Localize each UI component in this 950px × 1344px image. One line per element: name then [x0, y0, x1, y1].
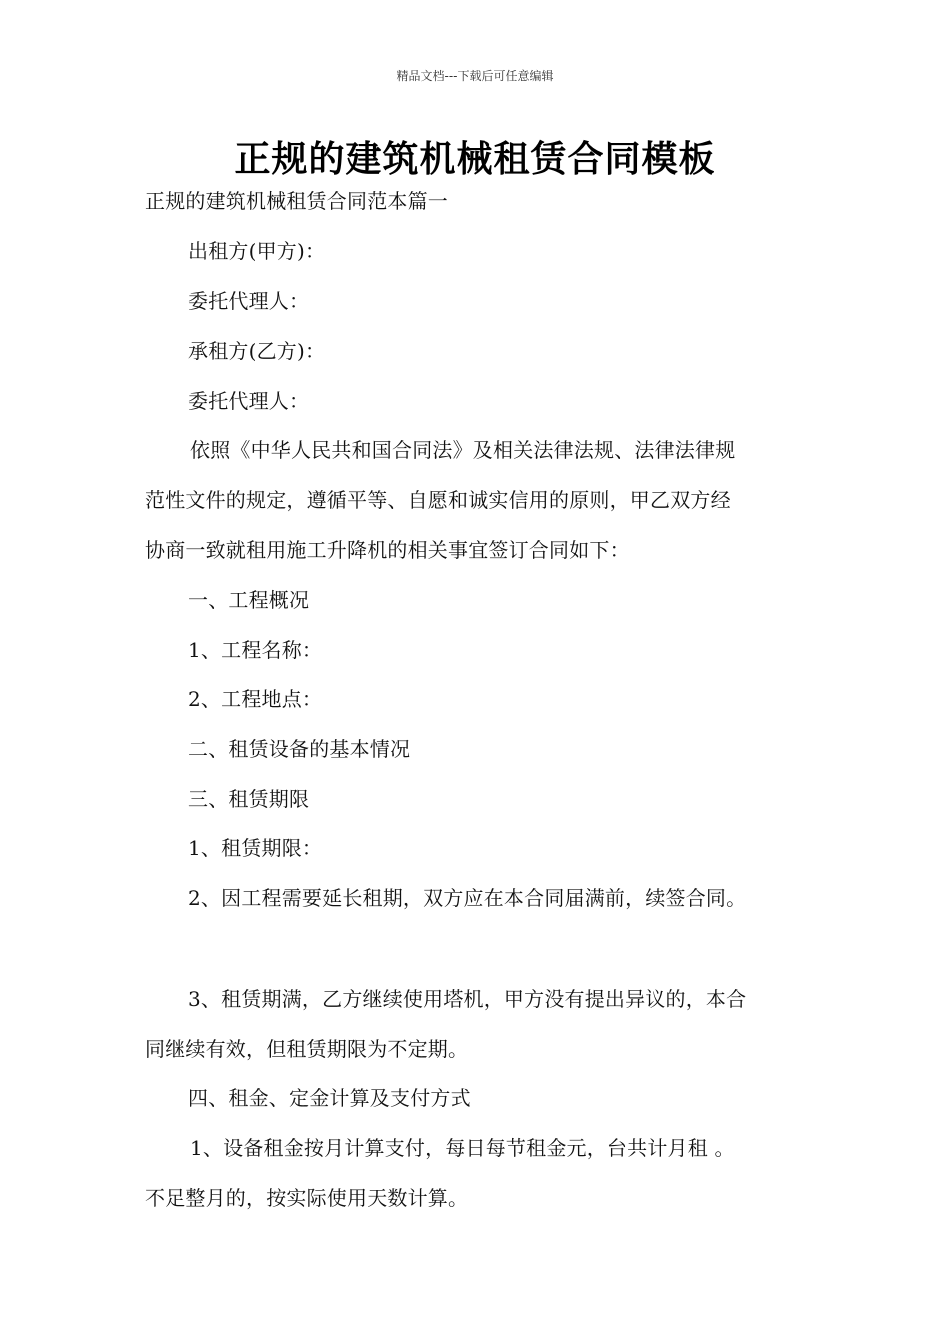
preamble-line-2: 范性文件的规定，遵循平等、自愿和诚实信用的原则，甲乙双方经 — [145, 488, 731, 512]
header-note: 精品文档---下载后可任意编辑 — [396, 69, 554, 83]
preamble-line-1: 依照《中华人民共和国合同法》及相关法律法规、法律法律规 — [190, 438, 736, 462]
section-heading-4: 四、租金、定金计算及支付方式 — [188, 1086, 471, 1110]
lessor-line: 出租方(甲方)： — [188, 239, 326, 263]
lessee-line: 承租方(乙方)： — [188, 339, 326, 363]
clause-1-1: 1、工程名称： — [188, 638, 323, 662]
clause-3-1: 1、租赁期限： — [188, 836, 323, 860]
clause-3-2: 2、因工程需要延长租期，双方应在本合同届满前，续签合同。 — [188, 886, 747, 910]
document-subtitle: 正规的建筑机械租赁合同范本篇一 — [145, 189, 448, 213]
document-title: 正规的建筑机械租赁合同模板 — [234, 139, 716, 180]
preamble-line-3: 协商一致就租用施工升降机的相关事宜签订合同如下： — [145, 538, 630, 562]
section-heading-3: 三、租赁期限 — [188, 787, 310, 811]
clause-4-1-line-2: 不足整月的，按实际使用天数计算。 — [145, 1186, 469, 1210]
section-heading-1: 一、工程概况 — [188, 588, 310, 612]
lessee-agent-line: 委托代理人： — [188, 389, 310, 413]
section-heading-2: 二、租赁设备的基本情况 — [188, 737, 411, 761]
lessor-agent-line: 委托代理人： — [188, 289, 310, 313]
clause-3-3-line-2: 同继续有效，但租赁期限为不定期。 — [145, 1037, 469, 1061]
clause-4-1-line-1: 1、设备租金按月计算支付，每日每节租金元，台共计月租 。 — [190, 1136, 735, 1160]
clause-1-2: 2、工程地点： — [188, 687, 323, 711]
clause-3-3-line-1: 3、租赁期满，乙方继续使用塔机，甲方没有提出异议的，本合 — [188, 987, 747, 1011]
